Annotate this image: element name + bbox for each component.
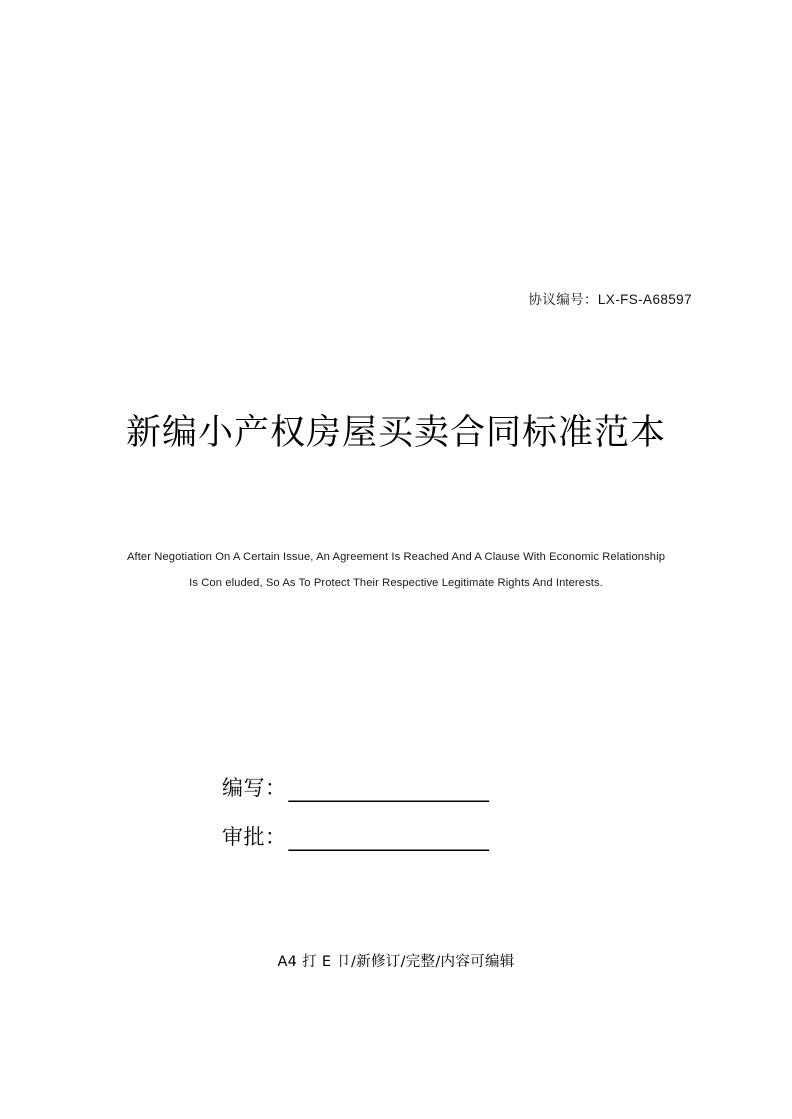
page-title: 新编小产权房屋买卖合同标准范本	[125, 413, 666, 453]
footer-note: A4 打 E 卩/新修订/完整/内容可编辑	[277, 954, 515, 970]
signature-row-author	[222, 772, 642, 802]
author-fill-line[interactable]: ____________________	[288, 778, 489, 802]
approver-fill-line[interactable]: ____________________	[288, 827, 489, 851]
english-subtitle	[110, 544, 682, 596]
signature-block	[222, 772, 642, 870]
agreement-number: 协议编号：LX-FS-A68597	[528, 292, 692, 307]
subtitle-line-2: Is Con eluded, So As To Protect Their Respective Legitimate Rights And Interests.	[189, 577, 603, 589]
approver-label: 审批：	[222, 825, 287, 849]
signature-row-approver	[222, 821, 642, 851]
subtitle-line-1: After Negotiation On A Certain Issue, An Agreement Is Reached And A Clause With Economic Relationship	[126, 551, 666, 563]
author-label: 编写：	[222, 776, 287, 800]
